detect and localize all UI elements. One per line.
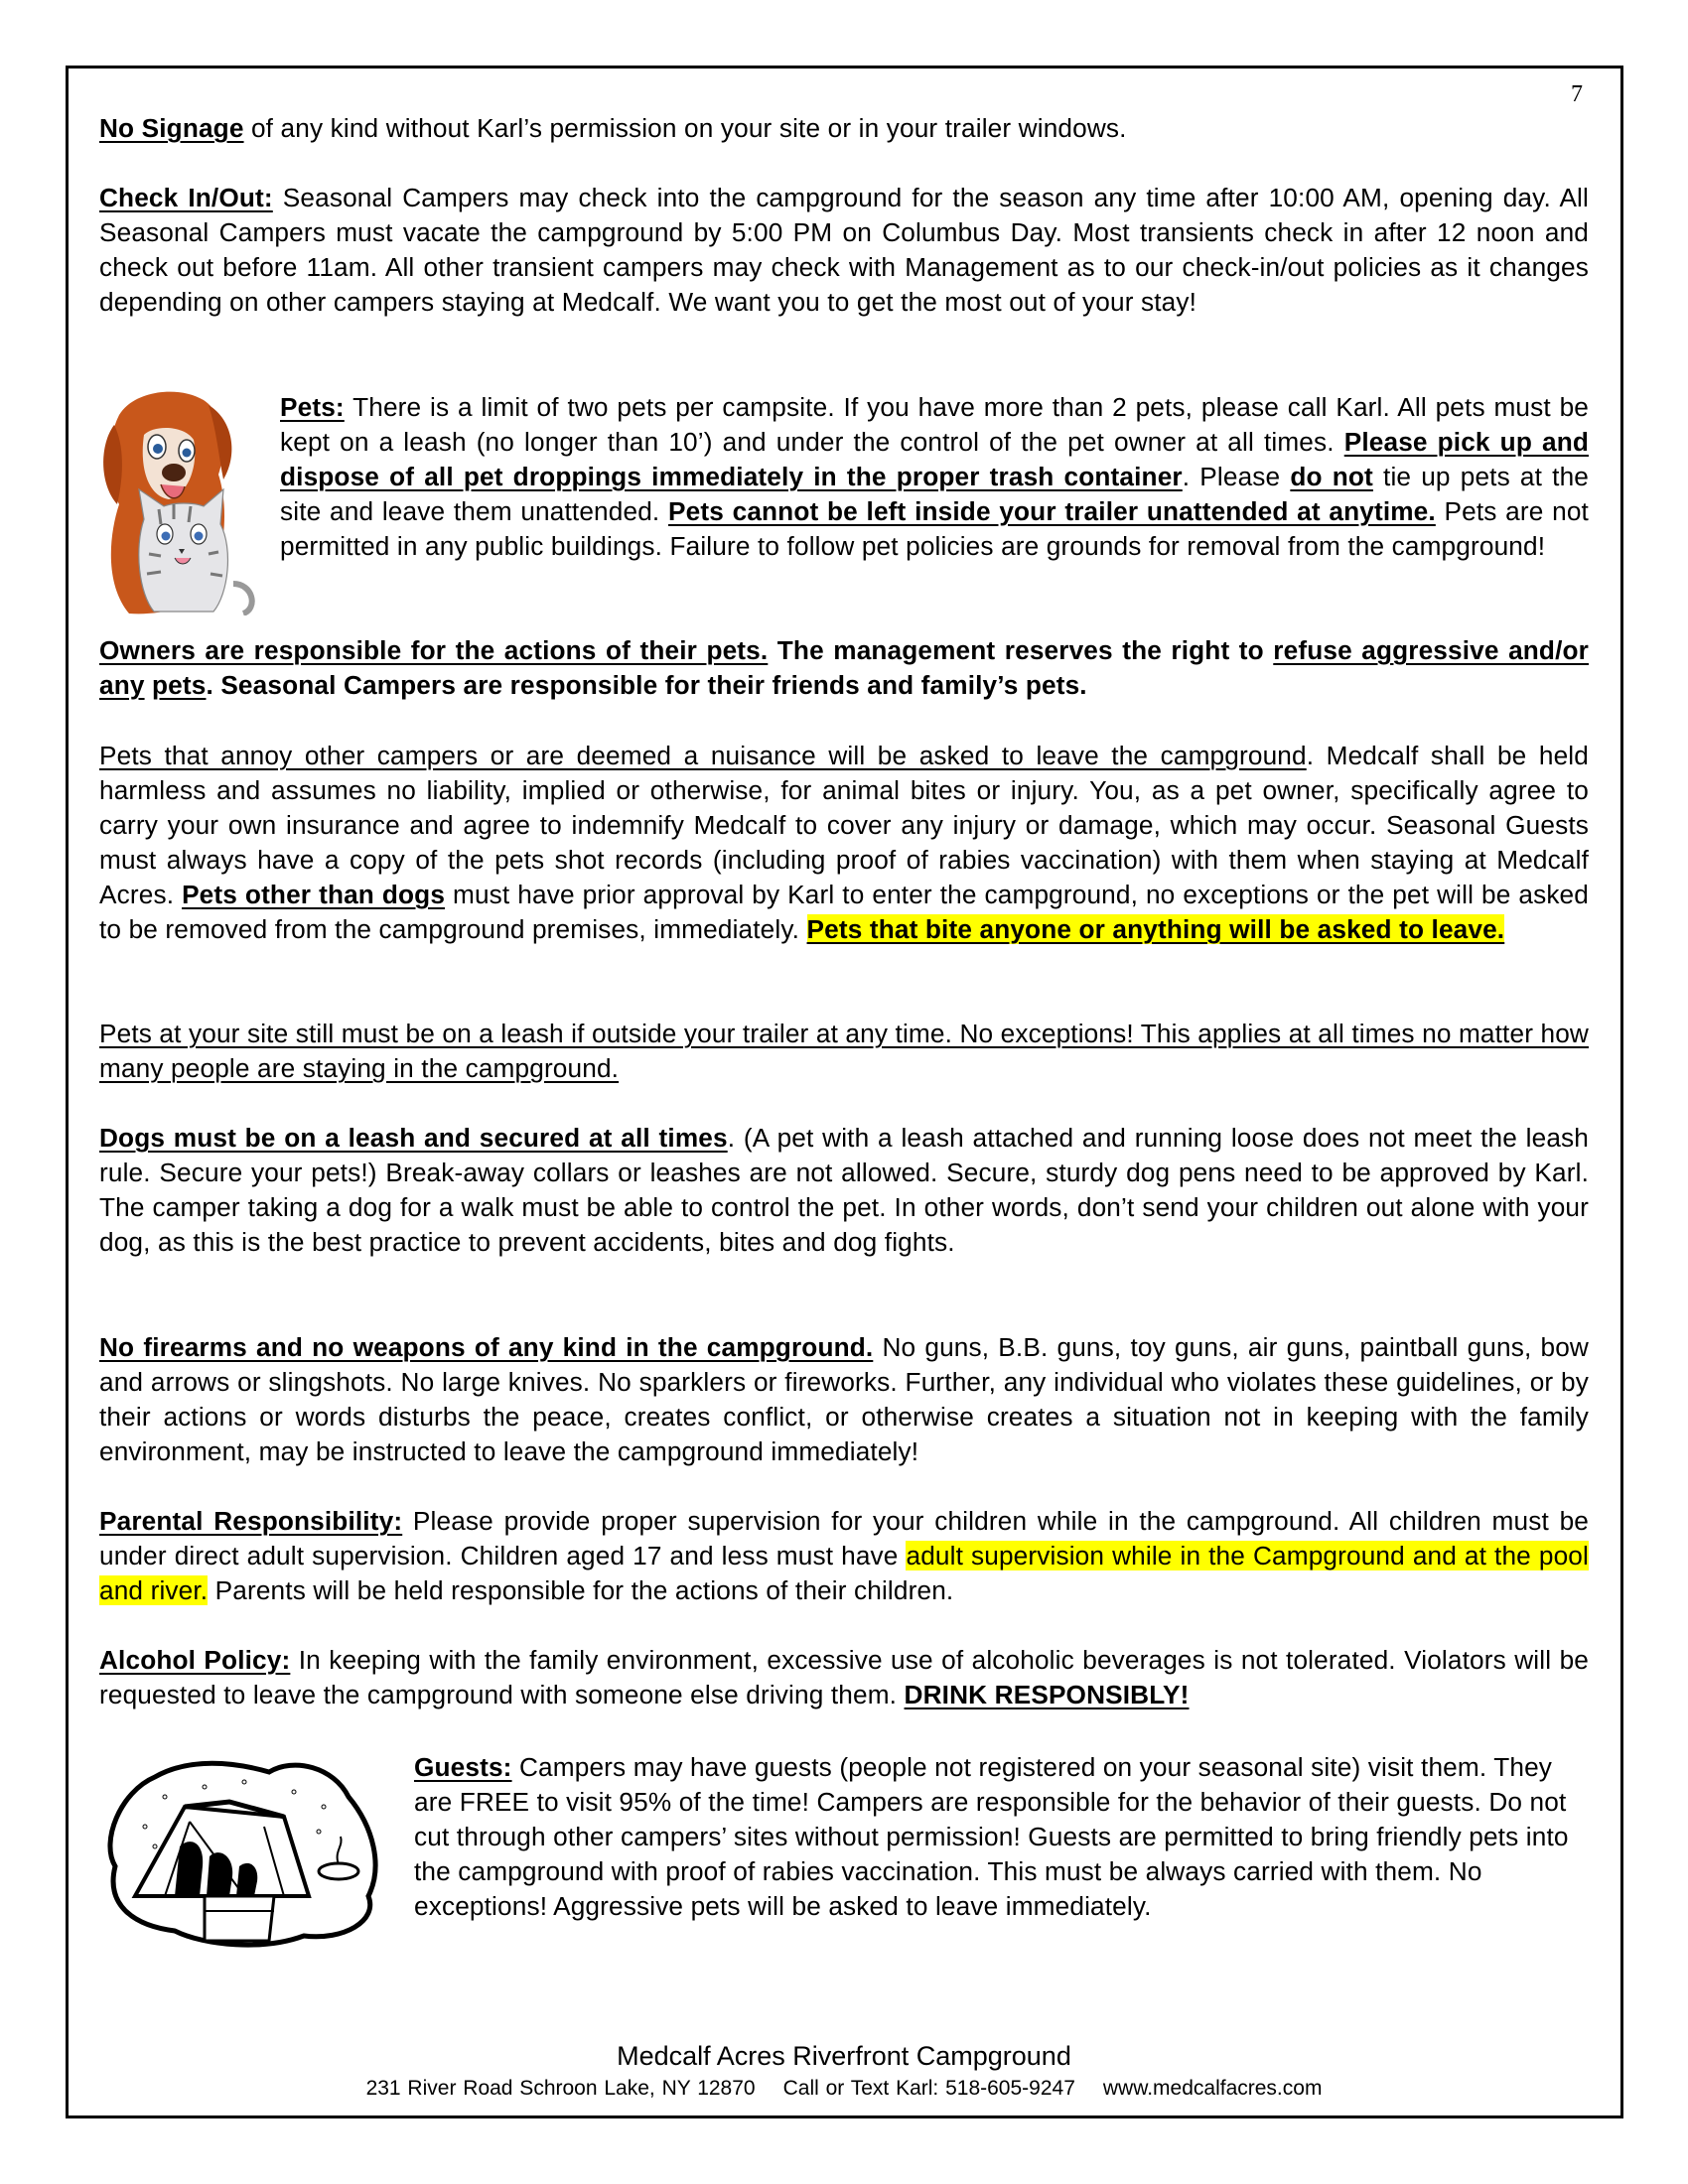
pets-text: . Please (1182, 462, 1291, 491)
firearms-text: No guns, B.B. guns, toy guns, air guns, paintball guns, bow and arrows or slingshots. No large knives. No sparklers or fireworks. Further, any individual who violates these guidelines, or by their actions or words disturbs the peace, creates conflict, or otherwise creates a situation not in keeping with the family environment, may be instructed to leave the campground immediately! (99, 1332, 1589, 1466)
footer-campground-name: Medcalf Acres Riverfront Campground (617, 2041, 1071, 2071)
pets-droppings-rule: Please pick up and dispose of all pet droppings immediately in the proper trash container (280, 427, 1589, 491)
owners-text: . Seasonal Campers are responsible for their friends and family’s pets. (206, 670, 1087, 700)
guests-text: Campers may have guests (people not registered on your seasonal site) visit them. They are FREE to visit 95% of the time! Campers are responsible for the behavior of their guests. Do not cut through other campers’ sites without permission! Guests are permitted to bring friendly pets into the campground with proof of rabies vaccination. This must be always carried with them. No exceptions! Aggressive pets will be asked to leave immediately. (414, 1752, 1569, 1921)
firearms-paragraph (99, 1330, 1589, 1469)
nuisance-pets-rule: Pets that annoy other campers or are deemed a nuisance will be asked to leave the campground (99, 741, 1307, 770)
dog-and-cat-illustration (99, 385, 268, 615)
parental-text: Parents will be held responsible for the actions of their children. (208, 1575, 954, 1605)
pets-other-than-dogs: Pets other than dogs (182, 880, 446, 909)
alcohol-paragraph (99, 1643, 1589, 1712)
check-in-out-heading: Check In/Out: (99, 183, 273, 212)
check-in-out-paragraph (99, 181, 1589, 320)
nuisance-pets-text: . Medcalf shall be held harmless and assumes no liability, implied or otherwise, for animal bites or injury. You, as a pet owner, specifically agree to carry your own insurance and agree to indemnify Medcalf to cover any injury or damage, which may occur. Seasonal Guests must always have a copy of the pets shot records (including proof of rabies vaccination) with them when staying at Medcalf Acres. (99, 741, 1589, 909)
nuisance-pets-text: must have prior approval by Karl to enter the campground, no exceptions or the pet will be asked to be removed from the campground premises, immediately. (99, 880, 1589, 944)
parental-heading: Parental Responsibility: (99, 1506, 403, 1536)
leash-text: Pets at your site still must be on a leash if outside your trailer at any time. No exceptions! This applies at all times no matter how many people are staying in the campground. (99, 1019, 1589, 1083)
cat-icon (139, 489, 252, 614)
guests-paragraph (414, 1750, 1576, 1924)
owners-responsibility: Owners are responsible for the actions of their pets. (99, 635, 769, 665)
dogs-text: . (A pet with a leash attached and running loose does not meet the leash rule. Secure your pets!) Break-away collars or leashes are not allowed. Secure, sturdy dog pens need to be approved by Karl. The camper taking a dog for a walk must be able to control the pet. In other words, don’t send your children out alone with your dog, as this is the best practice to prevent accidents, bites and dog fights. (99, 1123, 1589, 1257)
pets-trailer-rule: Pets cannot be left inside your trailer unattended at anytime. (668, 496, 1436, 526)
check-in-out-text: Seasonal Campers may check into the campground for the season any time after 10:00 AM, opening day. All Seasonal Campers must vacate the campground by 5:00 PM on Columbus Day. Most transients check in after 12 noon and check out before 11am. All other transient campers may check with Management as to our check-in/out policies as it changes depending on other campers staying at Medcalf. We want you to get the most out of your stay! (99, 183, 1589, 317)
tent-icon (110, 1763, 375, 1945)
dogs-paragraph (99, 1121, 1589, 1260)
footer-website-link[interactable]: www.medcalfacres.com (1102, 2077, 1323, 2100)
alcohol-heading: Alcohol Policy: (99, 1645, 291, 1675)
page-number: 7 (1571, 81, 1583, 107)
drink-responsibly: DRINK RESPONSIBLY! (904, 1680, 1190, 1709)
owners-space (145, 670, 152, 700)
parental-text: Please provide proper supervision for your children while in the campground. All children must be under direct adult supervision. Children aged 17 and less must have (99, 1506, 1589, 1570)
footer-contact (0, 2077, 1688, 2101)
footer-phone: Call or Text Karl: 518-605-9247 (782, 2077, 1075, 2100)
signage-heading: No Signage (99, 113, 244, 143)
biting-pets-highlight: Pets that bite anyone or anything will be asked to leave. (806, 914, 1505, 944)
supervision-highlight: adult supervision while in the Campground and at the pool and river. (99, 1541, 1589, 1605)
parental-paragraph (99, 1504, 1589, 1608)
signage-paragraph (99, 111, 1589, 146)
owners-refuse: refuse aggressive and/or any (99, 635, 1589, 700)
firearms-heading: No firearms and no weapons of any kind in the campground. (99, 1332, 874, 1362)
nuisance-pets-paragraph (99, 739, 1589, 947)
pets-text: Pets are not permitted in any public buildings. Failure to follow pet policies are grounds for removal from the campground! (280, 496, 1589, 561)
pets-heading: Pets: (280, 392, 345, 422)
pets-paragraph (280, 390, 1589, 564)
pets-text: tie up pets at the site and leave them unattended. (280, 462, 1590, 526)
owners-text: The management reserves the right to (768, 635, 1274, 665)
dogs-heading: Dogs must be on a leash and secured at all times (99, 1123, 728, 1153)
signage-text: of any kind without Karl’s permission on your site or in your trailer windows. (243, 113, 1127, 143)
guests-heading: Guests: (414, 1752, 512, 1782)
tent-campers-illustration (95, 1747, 393, 1951)
owners-paragraph (99, 633, 1589, 703)
pets-text: There is a limit of two pets per campsite. If you have more than 2 pets, please call Karl. All pets must be kept on a leash (no longer than 10’) and under the control of the pet owner at all times. (280, 392, 1589, 457)
owners-pets: pets (152, 670, 207, 700)
alcohol-text: In keeping with the family environment, excessive use of alcoholic beverages is not tolerated. Violators will be requested to leave the campground with someone else driving them. (99, 1645, 1589, 1709)
leash-paragraph (99, 1017, 1589, 1086)
pets-do-not: do not (1290, 462, 1373, 491)
footer-address: 231 River Road Schroon Lake, NY 12870 (365, 2077, 756, 2100)
